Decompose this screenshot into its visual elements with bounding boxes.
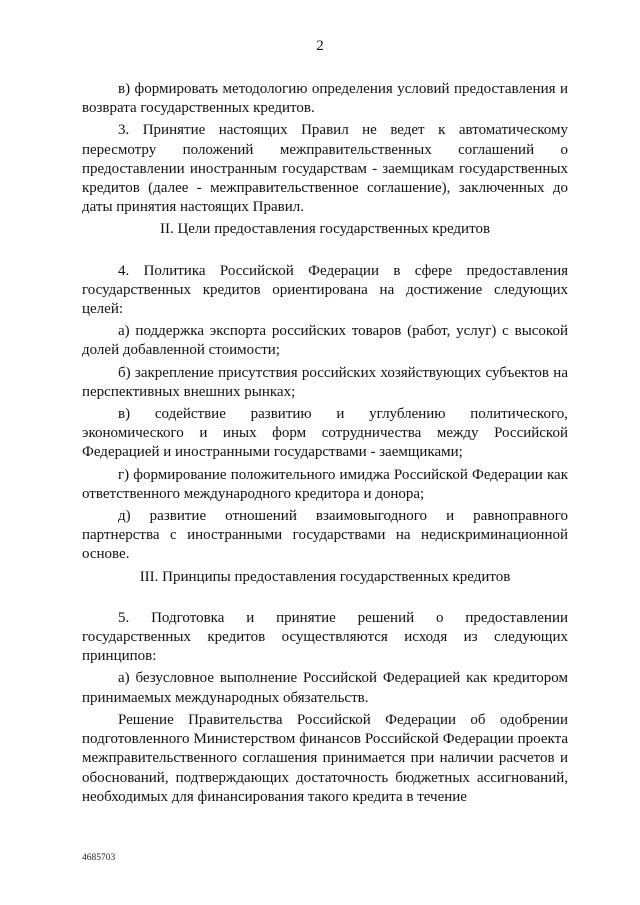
paragraph: Решение Правительства Российской Федерации об одобрении подготовленного Министерством финансов Российской Федерации проекта межправительственного соглашения принимается при наличии расчетов и обоснований, подтверждающих достаточность бюджетных ассигнований, необходимых для финансирования такого кредита в течение — [82, 711, 568, 805]
paragraph: в) формировать методологию определения условий предоставления и возврата государственных кредитов. — [82, 81, 568, 117]
paragraph: 3. Принятие настоящих Правил не ведет к автоматическому пересмотру положений межправительственных соглашений о предоставлении иностранным государствам - заемщикам государственных кредитов (далее - межправительственное соглашение), заключенных до даты принятия настоящих Правил. — [82, 122, 568, 216]
paragraph: 5. Подготовка и принятие решений о предоставлении государственных кредитов осуществляются исходя из следующих принципов: — [82, 609, 568, 665]
paragraph: а) поддержка экспорта российских товаров (работ, услуг) с высокой долей добавленной стоимости; — [82, 323, 568, 359]
paragraph: д) развитие отношений взаимовыгодного и равноправного партнерства с иностранными государствами на недискриминационной основе. — [82, 508, 568, 563]
page-number: 2 — [316, 38, 324, 54]
document-code: 4685703 — [82, 853, 116, 863]
paragraph: в) содействие развитию и углублению политического, экономического и иных форм сотрудничества между Российской Федерацией и иностранными государствами - заемщиками; — [82, 406, 568, 461]
section-heading: II. Цели предоставления государственных кредитов — [159, 221, 491, 238]
paragraph: г) формирование положительного имиджа Российской Федерации как ответственного международного кредитора и донора; — [82, 466, 568, 502]
document-body — [82, 80, 568, 807]
section-heading: III. Принципы предоставления государственных кредитов — [139, 568, 511, 585]
paragraph: 4. Политика Российской Федерации в сфере предоставления государственных кредитов ориентирована на достижение следующих целей: — [82, 262, 568, 318]
paragraph: б) закрепление присутствия российских хозяйствующих субъектов на перспективных внешних рынках; — [82, 364, 568, 400]
paragraph: а) безусловное выполнение Российской Федерацией как кредитором принимаемых международных обязательств. — [82, 670, 568, 706]
